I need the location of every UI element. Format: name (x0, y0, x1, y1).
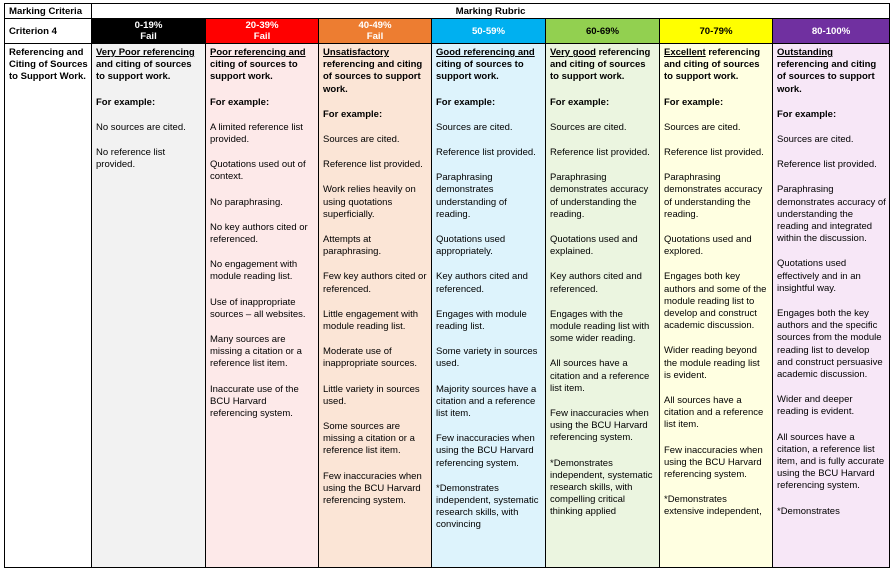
descriptor-item: *Demonstrates (777, 505, 840, 517)
grade-range: 0-19% (134, 20, 163, 31)
for-example-label: For example: (323, 108, 383, 120)
descriptor-title (777, 47, 886, 96)
criterion-number: Criterion 4 (5, 19, 92, 44)
for-example-label: For example: (96, 96, 156, 108)
descriptor-title-rest: citing of sources to support work. (436, 59, 524, 83)
descriptor-title-rest: referencing and citing of sources to support work. (777, 59, 877, 95)
grade-range: 80-100% (811, 25, 851, 37)
criterion-name-cell (5, 44, 92, 568)
descriptor-title-grade: Good referencing and (436, 47, 535, 58)
descriptor-cell-5 (660, 44, 773, 568)
descriptor-cell-6 (773, 44, 890, 568)
descriptor-item: Paraphrasing demonstrates accuracy of understanding the reading. (664, 172, 763, 220)
descriptor-item: Attempts at paraphrasing. (323, 234, 382, 258)
descriptor-title-grade: Excellent (664, 47, 706, 58)
grade-band-3 (432, 19, 546, 44)
grade-status: Fail (366, 31, 384, 42)
descriptor-title (323, 47, 428, 96)
marking-criteria-header: Marking Criteria (5, 4, 92, 19)
descriptor-item: Quotations used out of context. (210, 159, 306, 183)
descriptor-item: Reference list provided. (323, 159, 423, 171)
descriptor-item: Few key authors cited or referenced. (323, 271, 427, 295)
descriptor-item: Reference list provided. (550, 147, 650, 159)
descriptor-item: Use of inappropriate sources – all websites. (210, 296, 306, 320)
for-example-label: For example: (664, 96, 724, 108)
criterion-name: Referencing and Citing of Sources to Support Work. (9, 47, 88, 83)
descriptor-item: *Demonstrates independent, systematic research skills, with compelling critical thinking applied (550, 457, 653, 518)
descriptor-title-rest: referencing and citing of sources to support work. (323, 59, 423, 95)
grade-range: 60-69% (585, 25, 620, 37)
grade-band-4 (546, 19, 660, 44)
grade-range: 20-39% (245, 20, 279, 31)
descriptor-title-rest: referencing and citing of sources to support work. (664, 47, 761, 83)
descriptor-title-grade: Very Poor referencing (96, 47, 195, 58)
descriptor-item: Wider and deeper reading is evident. (777, 394, 855, 418)
descriptor-item: All sources have a citation and a reference list item. (664, 395, 764, 431)
descriptor-item: Little variety in sources used. (323, 383, 420, 407)
descriptor-item: All sources have a citation and a reference list item. (550, 358, 650, 394)
grade-band-5 (660, 19, 773, 44)
for-example-label: For example: (210, 96, 270, 108)
grade-band-2 (319, 19, 432, 44)
grade-status: Fail (253, 31, 271, 42)
descriptor-item: Majority sources have a citation and a reference list item. (436, 383, 537, 420)
grade-band-6 (773, 19, 890, 44)
grade-range: 50-59% (471, 25, 506, 37)
for-example-label: For example: (550, 96, 610, 108)
descriptor-item: *Demonstrates extensive independent, (664, 494, 762, 518)
descriptor-title-rest: referencing and citing of sources to support work. (550, 47, 651, 83)
for-example-label: For example: (777, 108, 837, 120)
descriptor-title-grade: Unsatisfactory (323, 47, 389, 58)
descriptor-item: Many sources are missing a citation or a reference list item. (210, 334, 302, 370)
descriptor-item: Engages with module reading list. (436, 308, 527, 333)
descriptor-item: A limited reference list provided. (210, 121, 303, 146)
descriptor-item: Engages with the module reading list with some wider reading. (550, 308, 650, 345)
descriptor-item: Quotations used and explored. (664, 234, 752, 258)
descriptor-item: Sources are cited. (436, 121, 513, 133)
descriptor-item: Sources are cited. (777, 134, 854, 146)
grade-status: Fail (140, 31, 157, 42)
descriptor-cell-4 (546, 44, 660, 568)
descriptor-item: Wider reading beyond the module reading list is evident. (664, 345, 760, 381)
descriptor-title (550, 47, 656, 84)
descriptor-item: No engagement with module reading list. (210, 259, 298, 283)
descriptor-item: Few inaccuracies when using the BCU Harvard referencing system. (323, 470, 422, 507)
descriptor-item: *Demonstrates independent, systematic research skills, with convincing (436, 482, 539, 531)
descriptor-cell-0 (92, 44, 206, 568)
descriptor-item: Quotations used and explained. (550, 234, 638, 258)
descriptor-item: Work relies heavily on using quotations superficially. (323, 184, 416, 220)
descriptor-item: No sources are cited. (96, 121, 186, 133)
descriptor-item: Few inaccuracies when using the BCU Harvard referencing system. (550, 408, 649, 444)
descriptor-cell-2 (319, 44, 432, 568)
descriptor-title (436, 47, 542, 84)
descriptor-item: Paraphrasing demonstrates accuracy of understanding the reading. (550, 172, 649, 220)
descriptor-item: Reference list provided. (436, 147, 536, 159)
descriptor-cell-3 (432, 44, 546, 568)
descriptor-item: Paraphrasing demonstrates understanding of reading. (436, 172, 507, 220)
descriptor-item: Key authors cited and referenced. (550, 271, 642, 295)
marking-rubric-header: Marking Rubric (92, 4, 890, 19)
descriptor-item: Some variety in sources used. (436, 346, 538, 370)
marking-rubric-table (4, 3, 890, 568)
descriptor-item: No paraphrasing. (210, 196, 283, 208)
descriptor-item: Reference list provided. (777, 159, 877, 171)
grade-band-1 (206, 19, 319, 44)
descriptor-title-rest: and citing of sources to support work. (96, 59, 192, 83)
descriptor-item: Reference list provided. (664, 147, 764, 159)
descriptor-item: Sources are cited. (664, 121, 741, 133)
descriptor-title-grade: Very good (550, 47, 596, 58)
descriptor-item: Few inaccuracies when using the BCU Harvard referencing system. (436, 433, 535, 469)
descriptor-title (210, 47, 315, 84)
descriptor-item: Sources are cited. (550, 121, 627, 133)
descriptor-cell-1 (206, 44, 319, 568)
descriptor-item: Inaccurate use of the BCU Harvard referencing system. (210, 383, 299, 420)
grade-band-0 (92, 19, 206, 44)
descriptor-title-rest: citing of sources to support work. (210, 59, 298, 83)
grade-range: 70-79% (699, 25, 733, 37)
descriptor-item: Quotations used appropriately. (436, 234, 506, 258)
descriptor-item: Engages both key authors and some of the module reading list to develop and construct academic discussion. (664, 271, 767, 332)
descriptor-title-grade: Outstanding (777, 47, 833, 58)
descriptor-item: Moderate use of inappropriate sources. (323, 346, 417, 370)
descriptor-title (96, 47, 202, 84)
descriptor-item: No key authors cited or referenced. (210, 221, 308, 246)
descriptor-item: Little engagement with module reading list. (323, 308, 419, 333)
for-example-label: For example: (436, 96, 496, 108)
descriptor-item: Few inaccuracies when using the BCU Harvard referencing system. (664, 444, 763, 481)
grade-range: 40-49% (358, 20, 392, 31)
descriptor-item: Sources are cited. (323, 134, 400, 146)
descriptor-item: Some sources are missing a citation or a reference list item. (323, 421, 415, 457)
descriptor-item: All sources have a citation, a reference list item, and is fully accurate using the BCU Harvard referencing system. (777, 431, 885, 492)
descriptor-item: Paraphrasing demonstrates accuracy of understanding the reading and integrated within the discussion. (777, 184, 886, 245)
descriptor-item: No reference list provided. (96, 147, 166, 171)
descriptor-title (664, 47, 769, 84)
descriptor-item: Key authors cited and referenced. (436, 271, 528, 295)
descriptor-title-grade: Poor referencing and (210, 47, 306, 58)
descriptor-item: Engages both the key authors and the specific sources from the module reading list to develop and construct persuasive academic discussion. (777, 308, 883, 381)
descriptor-item: Quotations used effectively and in an insightful way. (777, 258, 861, 294)
